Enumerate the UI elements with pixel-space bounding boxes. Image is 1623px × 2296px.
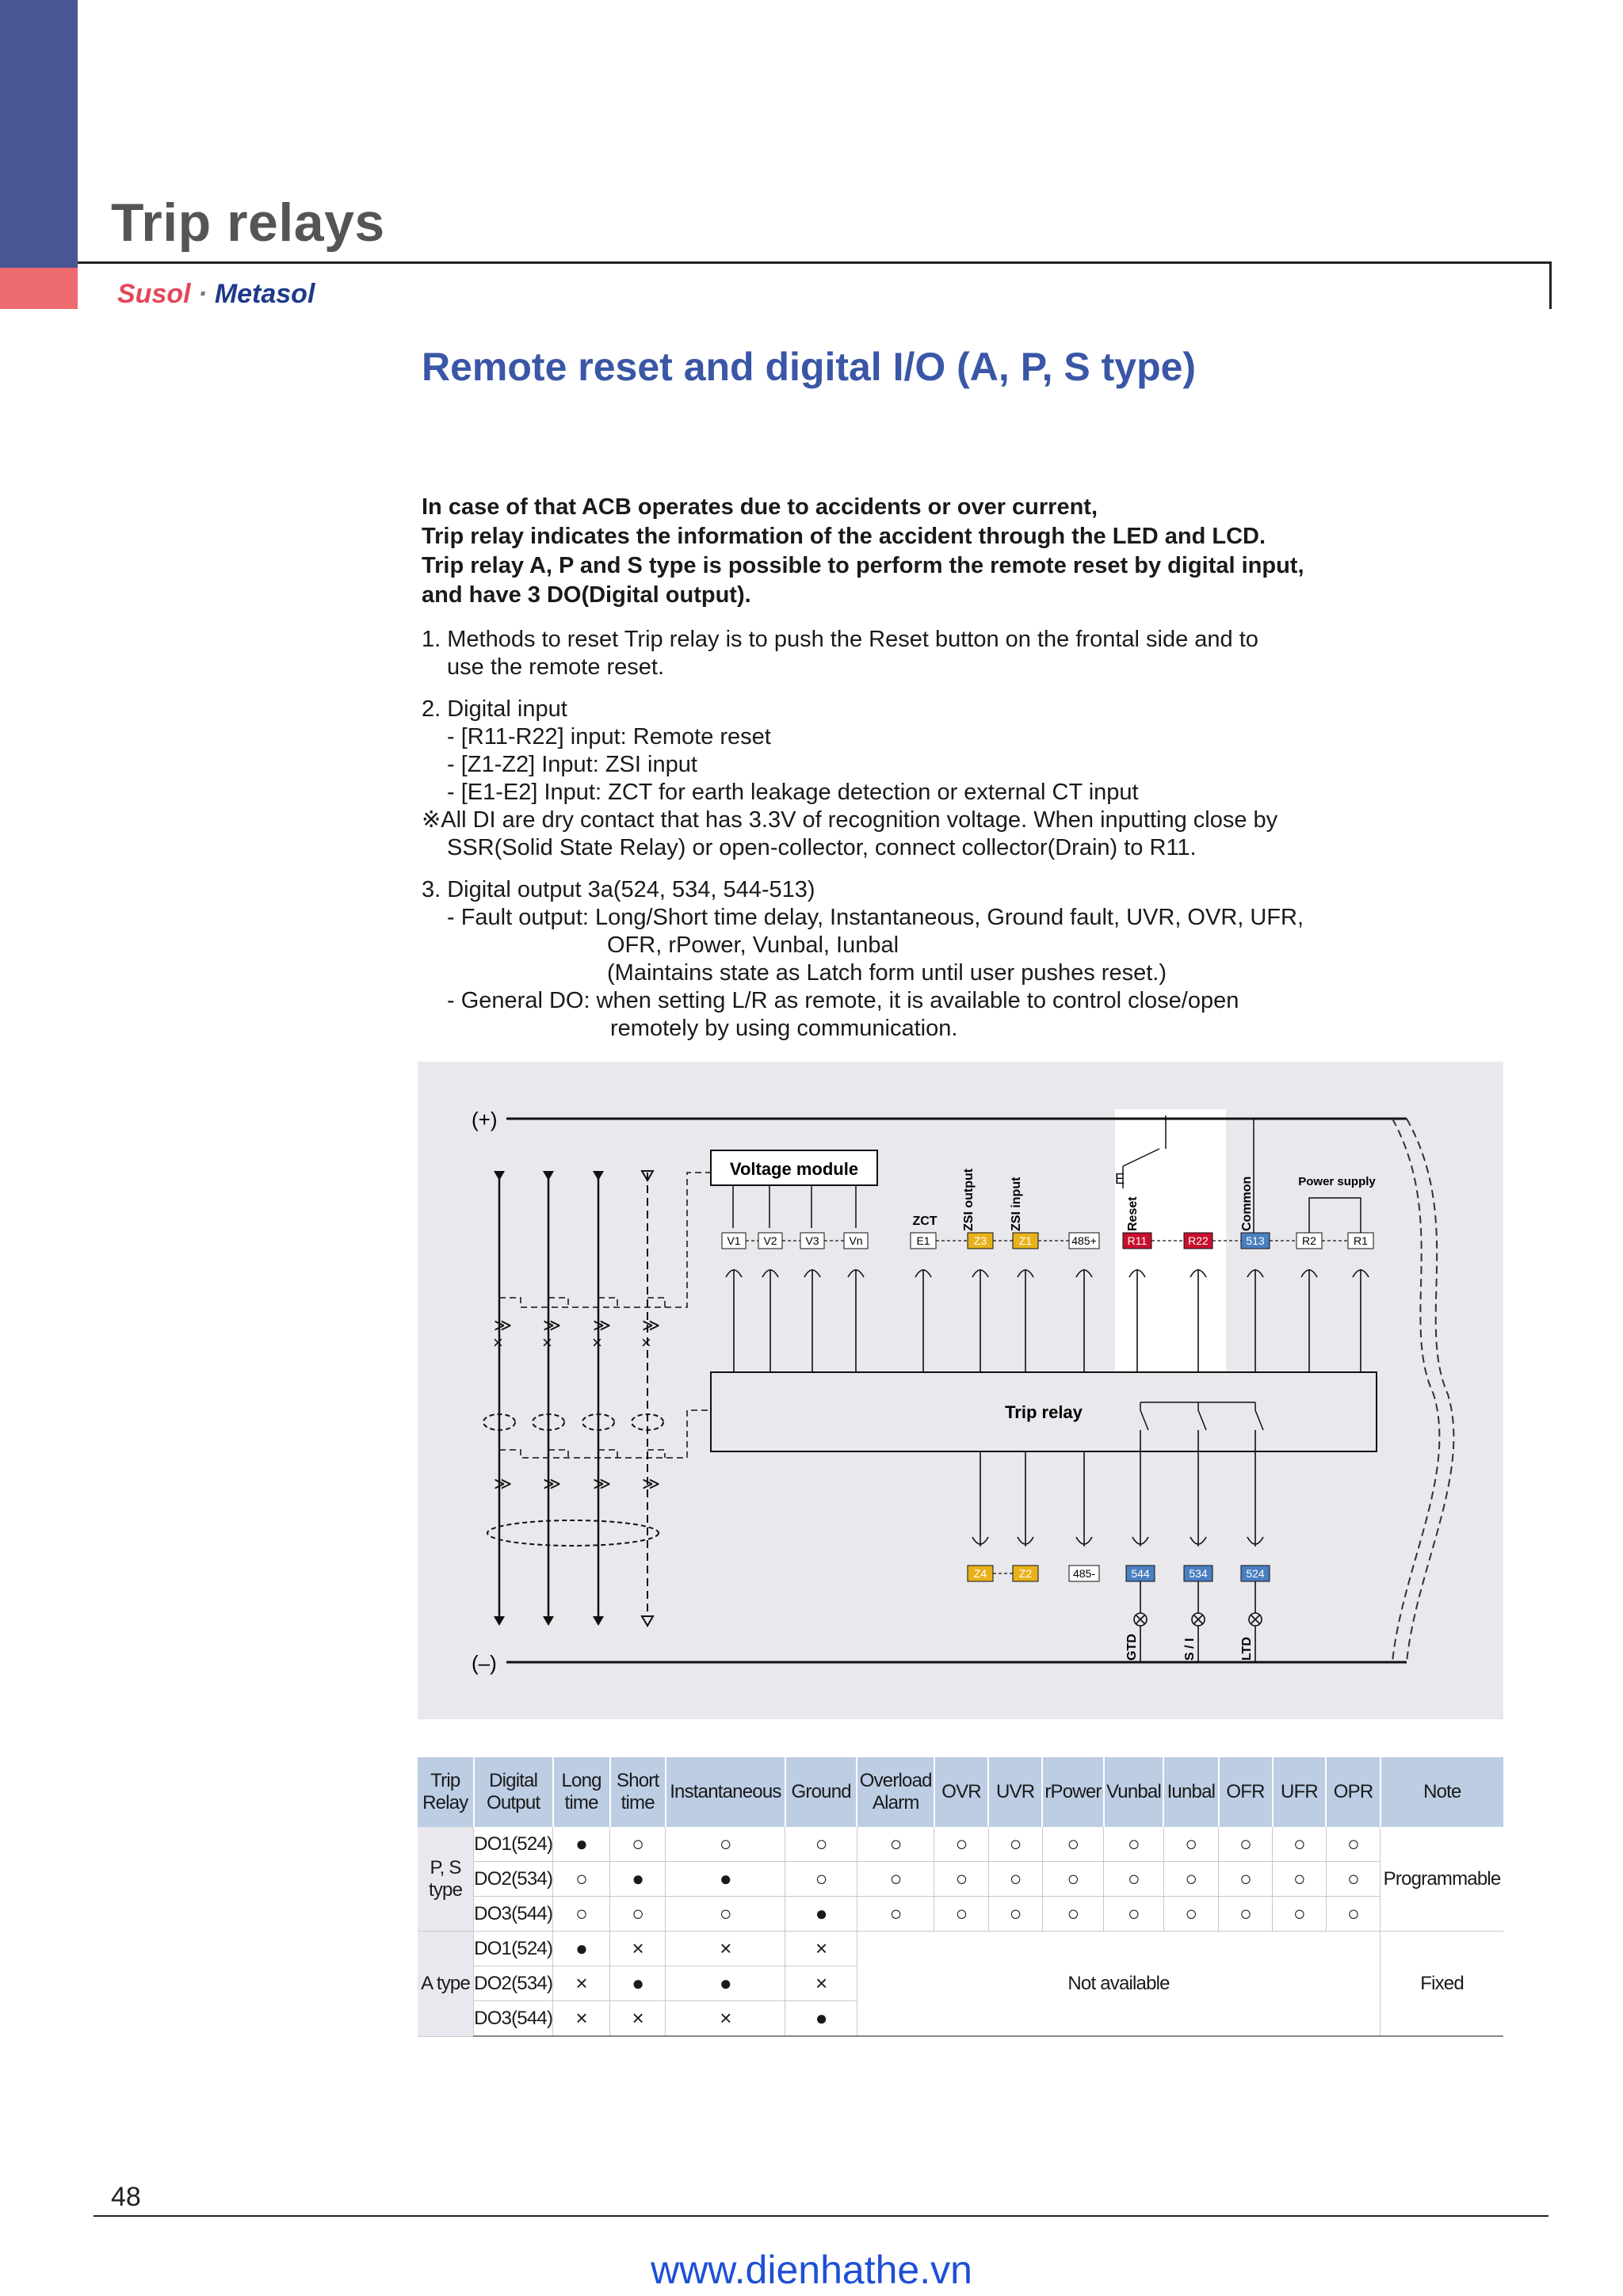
list-item-2 [422,696,1388,862]
value-cell: ● [553,1932,610,1966]
th-vunbal: Vunbal [1104,1757,1164,1827]
digital-output-table [418,1757,1503,2037]
header-rule [78,261,1552,264]
svg-text:≫: ≫ [642,1315,661,1335]
page-number: 48 [111,2182,141,2212]
value-cell: ○ [934,1862,988,1897]
brand-logo [117,279,315,310]
th-instantaneous: Instantaneous [666,1757,785,1827]
value-cell: ○ [1042,1862,1104,1897]
value-cell: × [553,1966,610,2001]
svg-text:×: × [493,1333,503,1352]
break-line [1392,1119,1439,1662]
svg-text:≫: ≫ [642,1474,661,1493]
table-header-row [418,1757,1503,1827]
th-ufr: UFR [1273,1757,1327,1827]
value-cell: ○ [1042,1897,1104,1932]
table-row [418,1827,1503,1862]
intro-line: In case of that ACB operates due to accidents or over current, [422,494,1098,520]
section-title: Remote reset and digital I/O (A, P, S type) [422,345,1197,389]
value-cell: ○ [934,1827,988,1862]
list-text: - [E1-E2] Input: ZCT for earth leakage detection or external CT input [447,780,1139,805]
value-cell: ● [610,1966,666,2001]
value-cell: ○ [988,1827,1042,1862]
zsi-output-label: ZSI output [962,1168,976,1231]
value-cell: × [666,1932,785,1966]
th-ofr: OFR [1219,1757,1273,1827]
do-cell: DO2(534) [474,1862,553,1897]
value-cell: × [610,2001,666,2037]
value-cell: ● [553,1827,610,1862]
side-accent-blue [0,0,78,268]
value-cell: ○ [1104,1897,1164,1932]
side-accent-pink [0,268,78,309]
value-cell: ○ [1273,1827,1327,1862]
value-cell: ○ [1163,1897,1218,1932]
value-cell: ○ [1104,1862,1164,1897]
svg-text:R1: R1 [1354,1234,1368,1247]
voltage-module-label: Voltage module [729,1159,859,1179]
svg-text:V1: V1 [727,1234,741,1247]
gtd-label: GTD [1125,1634,1139,1661]
si-label: S / I [1183,1638,1197,1661]
bottom-terminals [968,1566,1270,1581]
value-cell: ○ [857,1862,934,1897]
note-programmable: Programmable [1381,1827,1503,1932]
brand-susol: Susol [117,279,191,309]
list-text: use the remote reset. [447,654,665,680]
value-cell: ● [785,1897,857,1932]
list-text: - Fault output: Long/Short time delay, Instantaneous, Ground fault, UVR, OVR, UFR, [447,905,1304,930]
value-cell: ○ [610,1827,666,1862]
th-rpower: rPower [1042,1757,1104,1827]
th-uvr: UVR [988,1757,1042,1827]
svg-text:485+: 485+ [1071,1234,1097,1247]
brand-dot: · [198,279,208,309]
svg-text:×: × [592,1333,602,1352]
svg-text:Z4: Z4 [973,1567,987,1580]
value-cell: × [666,2001,785,2037]
break-line [1407,1119,1453,1662]
do-cell: DO3(544) [474,2001,553,2037]
list-text: - [R11-R22] input: Remote reset [447,724,771,749]
do-cell: DO1(524) [474,1827,553,1862]
svg-text:513: 513 [1246,1234,1265,1247]
svg-text:V3: V3 [805,1234,819,1247]
value-cell: ○ [666,1827,785,1862]
trip-relay-label: Trip relay [1005,1402,1083,1422]
value-cell: × [610,1932,666,1966]
power-supply-label: Power supply [1298,1175,1376,1188]
list-item-3 [422,876,1388,1043]
table-row [418,1862,1503,1897]
svg-text:544: 544 [1131,1567,1150,1580]
th-ground: Ground [785,1757,857,1827]
do-cell: DO1(524) [474,1932,553,1966]
value-cell: ● [666,1862,785,1897]
minus-rail-label: (–) [472,1651,497,1675]
value-cell: ○ [666,1897,785,1932]
th-iunbal: Iunbal [1163,1757,1218,1827]
intro-line: and have 3 DO(Digital output). [422,582,751,608]
value-cell: ○ [785,1827,857,1862]
svg-text:V2: V2 [763,1234,777,1247]
input-connectors [726,1269,1369,1372]
value-cell: ○ [610,1897,666,1932]
value-cell: ○ [1326,1862,1380,1897]
value-cell: × [553,2001,610,2037]
intro-line: Trip relay A, P and S type is possible to perform the remote reset by digital input, [422,553,1304,578]
breaker-contacts [493,1315,660,1493]
main-power-lines [499,1173,647,1616]
svg-text:≫: ≫ [593,1315,612,1335]
value-cell: ○ [1219,1862,1273,1897]
list-text: - General DO: when setting L/R as remote, it is available to control close/open [447,988,1239,1013]
value-cell: ○ [1042,1827,1104,1862]
list-text: - [Z1-Z2] Input: ZSI input [447,752,697,777]
do-cell: DO2(534) [474,1966,553,2001]
svg-text:Z2: Z2 [1018,1567,1033,1580]
intro-line: Trip relay indicates the information of the accident through the LED and LCD. [422,524,1266,549]
list-text: (Maintains state as Latch form until user pushes reset.) [607,960,1167,986]
table-row [418,1897,1503,1932]
svg-text:≫: ≫ [494,1474,513,1493]
value-cell: ○ [988,1862,1042,1897]
svg-text:E1: E1 [916,1234,930,1247]
list-text: 1. Methods to reset Trip relay is to push the Reset button on the frontal side and to [422,627,1258,652]
value-cell: ● [610,1862,666,1897]
th-long-time: Long time [553,1757,610,1827]
website-link[interactable]: www.dienhathe.vn [651,2248,972,2292]
value-cell: ○ [988,1897,1042,1932]
svg-text:R2: R2 [1302,1234,1316,1247]
value-cell: ○ [1104,1827,1164,1862]
value-cell: × [785,1932,857,1966]
list-text: 2. Digital input [422,696,567,722]
list-text: OFR, rPower, Vunbal, Iunbal [607,933,899,958]
reset-label: Reset [1126,1196,1140,1231]
not-available-cell: Not available [857,1932,1380,2037]
value-cell: ○ [1163,1827,1218,1862]
svg-text:R11: R11 [1127,1234,1148,1247]
svg-text:524: 524 [1246,1567,1265,1580]
zsi-input-label: ZSI input [1010,1177,1023,1231]
ltd-label: LTD [1240,1637,1254,1661]
list-item-1 [422,626,1388,681]
list-text: 3. Digital output 3a(524, 534, 544-513) [422,877,815,902]
svg-text:×: × [641,1333,651,1352]
th-opr: OPR [1326,1757,1380,1827]
list-note: SSR(Solid State Relay) or open-collector, connect collector(Drain) to R11. [447,835,1197,860]
value-cell: ● [785,2001,857,2037]
value-cell: ○ [1163,1862,1218,1897]
numbered-list [422,626,1388,1057]
svg-text:Vn: Vn [849,1234,863,1247]
zct-label: ZCT [912,1215,938,1228]
list-text: remotely by using communication. [610,1016,958,1041]
svg-text:Z3: Z3 [973,1234,987,1247]
svg-text:R22: R22 [1188,1234,1209,1247]
value-cell: × [785,1966,857,2001]
group-a: A type [418,1932,474,2037]
svg-text:534: 534 [1189,1567,1208,1580]
value-cell: ○ [1219,1827,1273,1862]
list-note: ※All DI are dry contact that has 3.3V of recognition voltage. When inputting close by [422,807,1278,833]
do-cell: DO3(544) [474,1897,553,1932]
th-note: Note [1381,1757,1503,1827]
group-ps: P, S type [418,1827,474,1932]
svg-text:≫: ≫ [593,1474,612,1493]
note-fixed: Fixed [1381,1932,1503,2037]
th-trip-relay: Trip Relay [418,1757,474,1827]
value-cell: ○ [1273,1862,1327,1897]
value-cell: ○ [1219,1897,1273,1932]
value-cell: ○ [553,1897,610,1932]
intro-paragraph [422,493,1373,610]
value-cell: ○ [1326,1827,1380,1862]
svg-text:×: × [542,1333,552,1352]
value-cell: ○ [1273,1897,1327,1932]
value-cell: ○ [857,1897,934,1932]
svg-text:485-: 485- [1072,1567,1096,1580]
footer-rule [94,2215,1549,2217]
value-cell: ○ [934,1897,988,1932]
wiring-diagram [418,1062,1503,1719]
th-short-time: Short time [610,1757,666,1827]
neutral-arrow [642,1616,653,1626]
th-ovr: OVR [934,1757,988,1827]
common-label: Common [1240,1176,1254,1231]
plus-rail-label: (+) [472,1108,498,1131]
th-overload-alarm: Overload Alarm [857,1757,934,1827]
svg-text:≫: ≫ [543,1474,562,1493]
svg-text:≫: ≫ [543,1315,562,1335]
value-cell: ○ [1326,1897,1380,1932]
svg-text:Z1: Z1 [1018,1234,1033,1247]
svg-text:≫: ≫ [494,1315,513,1335]
value-cell: ○ [553,1862,610,1897]
value-cell: ○ [857,1827,934,1862]
svg-text:E: E [1115,1171,1125,1187]
header-rule-tick [1549,261,1552,309]
value-cell: ○ [785,1862,857,1897]
th-digital-output: Digital Output [474,1757,553,1827]
page-title: Trip relays [111,193,385,253]
brand-metasol: Metasol [214,279,315,309]
table-row [418,1932,1503,1966]
value-cell: ● [666,1966,785,2001]
